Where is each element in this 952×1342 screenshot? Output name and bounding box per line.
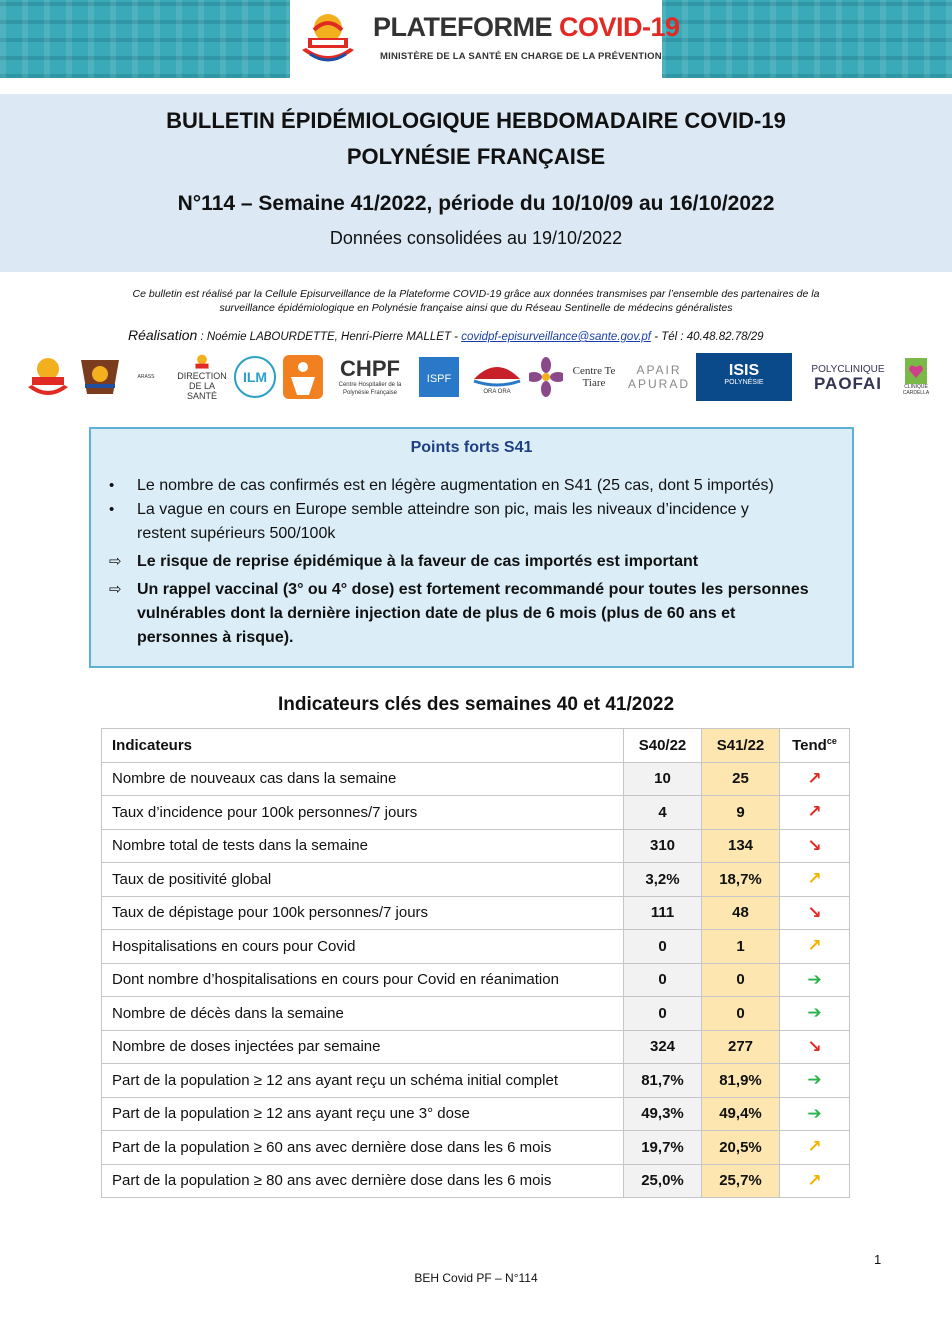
value-s41: 25,7% [702, 1164, 780, 1198]
value-s40: 111 [624, 896, 702, 930]
value-s41: 0 [702, 963, 780, 997]
trend-arrow-icon: ➔ [780, 963, 850, 997]
realisation-names: : Noémie LABOURDETTE, Henri-Pierre MALLET - [197, 331, 462, 343]
flower-logo [528, 353, 564, 401]
trend-arrow-icon: ➔ [780, 997, 850, 1031]
value-s41: 1 [702, 930, 780, 964]
page-number: 1 [874, 1252, 882, 1267]
bulletin-title: BULLETIN ÉPIDÉMIOLOGIQUE HEBDOMADAIRE COVID-19 [166, 108, 786, 133]
chpf-logo: CHPF Centre Hospitalier de la Polynésie Française [338, 356, 402, 396]
table-row [102, 896, 850, 930]
table-row [102, 930, 850, 964]
indicator-label: Nombre total de tests dans la semaine [102, 829, 624, 863]
key-point-2-line-1: La vague en cours en Europe semble atteindre son pic, mais les niveaux d’incidence y [137, 501, 749, 518]
value-s41: 48 [702, 896, 780, 930]
bulletin-consolidation-date: Données consolidées au 19/10/2022 [329, 228, 623, 248]
credits-line-2: surveillance épidémiologique en Polynésie française ainsi que du Réseau Sentinelle de médecins généralistes [219, 302, 733, 314]
table-row [102, 863, 850, 897]
svg-text:ISPF: ISPF [426, 373, 452, 385]
header-trend: Tend$^{ce}$ [780, 729, 850, 763]
value-s40: 25,0% [624, 1164, 702, 1198]
brand-title-covid: COVID-19 [559, 12, 680, 42]
indicator-label: Nombre de nouveaux cas dans la semaine [102, 762, 624, 796]
header-s40: S40/22 [624, 729, 702, 763]
value-s41: 9 [702, 796, 780, 830]
indicator-label: Dont nombre d’hospitalisations en cours pour Covid en réanimation [102, 963, 624, 997]
table-row [102, 963, 850, 997]
clinique-cardella-logo: CLINIQUE CARDELLA [898, 353, 934, 401]
value-s41: 25 [702, 762, 780, 796]
key-point-4-line-3: personnes à risque). [137, 629, 294, 646]
trend-arrow-icon: ↗ [780, 1131, 850, 1165]
value-s41: 18,7% [702, 863, 780, 897]
indicator-label: Part de la population ≥ 12 ans ayant reçu une 3° dose [102, 1097, 624, 1131]
brand-title-platform: PLATEFORME [373, 12, 552, 42]
brand-subtitle: MINISTÈRE DE LA SANTÉ EN CHARGE DE LA PRÉVENTION [380, 51, 662, 62]
trend-arrow-icon: ↘ [780, 829, 850, 863]
ora-ora-logo: ORA ORA [468, 353, 526, 401]
trend-arrow-icon: ➔ [780, 1097, 850, 1131]
indicator-label: Taux de positivité global [102, 863, 624, 897]
value-s40: 19,7% [624, 1131, 702, 1165]
value-s41: 49,4% [702, 1097, 780, 1131]
header-s41: S41/22 [702, 729, 780, 763]
value-s40: 0 [624, 963, 702, 997]
credits-line-1: Ce bulletin est réalisé par la Cellule Episurveillance de la Plateforme COVID-19 grâce aux données transmises par l’ensemble des partenaires de la [132, 288, 820, 300]
trend-arrow-icon: ↗ [780, 930, 850, 964]
realisation-label: Réalisation [128, 327, 198, 343]
key-point-2-line-2: restent supérieurs 500/100k [137, 525, 336, 542]
value-s40: 49,3% [624, 1097, 702, 1131]
indicator-label: Nombre de décès dans la semaine [102, 997, 624, 1031]
bulletin-title-block [0, 94, 952, 272]
trend-arrow-icon: ↗ [780, 796, 850, 830]
contact-phone: - Tél : 40.48.82.78/29 [651, 331, 764, 343]
contact-email-link[interactable]: covidpf-episurveillance@sante.gov.pf [461, 331, 651, 343]
value-s41: 81,9% [702, 1064, 780, 1098]
trend-arrow-icon: ↗ [780, 863, 850, 897]
value-s40: 310 [624, 829, 702, 863]
bullet-icon: • [109, 477, 115, 494]
value-s41: 0 [702, 997, 780, 1031]
credits-text [100, 287, 852, 315]
key-point-3: Le risque de reprise épidémique à la faveur de cas importés est important [137, 553, 699, 570]
key-point-4-line-1: Un rappel vaccinal (3° ou 4° dose) est fortement recommandé pour toutes les personnes [137, 581, 809, 598]
value-s40: 0 [624, 930, 702, 964]
trend-arrow-icon: ↗ [780, 1164, 850, 1198]
header-indicators: Indicateurs [102, 729, 624, 763]
indicator-label: Hospitalisations en cours pour Covid [102, 930, 624, 964]
value-s41: 20,5% [702, 1131, 780, 1165]
bullet-icon: • [109, 501, 115, 518]
polynesia-emblem-logo [296, 8, 360, 70]
arass-text-logo: ARASS [137, 374, 155, 380]
polynesia-emblem-small-logo [24, 353, 72, 401]
table-row [102, 796, 850, 830]
indicators-table-title: Indicateurs clés des semaines 40 et 41/2022 [277, 694, 675, 715]
trend-arrow-icon: ↘ [780, 1030, 850, 1064]
trend-arrow-icon: ↗ [780, 762, 850, 796]
page-footer: BEH Covid PF – N°114 [414, 1271, 538, 1285]
arrow-right-icon: ⇨ [109, 581, 122, 598]
table-row [102, 997, 850, 1031]
table-row [102, 1064, 850, 1098]
table-row [102, 829, 850, 863]
indicator-label: Part de la population ≥ 12 ans ayant reçu un schéma initial complet [102, 1064, 624, 1098]
value-s40: 81,7% [624, 1064, 702, 1098]
value-s40: 4 [624, 796, 702, 830]
brand-title [373, 12, 680, 43]
table-row [102, 762, 850, 796]
trend-arrow-icon: ↘ [780, 896, 850, 930]
value-s41: 134 [702, 829, 780, 863]
chpf-figure-icon [282, 353, 324, 401]
partner-logos [24, 353, 934, 403]
table-header-row [102, 729, 850, 763]
indicator-label: Part de la population ≥ 60 ans avec dernière dose dans les 6 mois [102, 1131, 624, 1165]
key-points-title: Points forts S41 [410, 439, 533, 456]
centre-te-tiare-logo: Centre Te Tiare [572, 365, 616, 389]
value-s40: 10 [624, 762, 702, 796]
isis-logo: ISIS POLYNÉSIE [696, 353, 792, 401]
table-row [102, 1030, 850, 1064]
indicator-label: Nombre de doses injectées par semaine [102, 1030, 624, 1064]
realisation-line [128, 327, 764, 343]
ilm-logo [232, 353, 278, 401]
table-row [102, 1097, 850, 1131]
table-row [102, 1164, 850, 1198]
indicator-label: Part de la population ≥ 80 ans avec dernière dose dans les 6 mois [102, 1164, 624, 1198]
indicator-label: Taux d’incidence pour 100k personnes/7 jours [102, 796, 624, 830]
apair-apurad-logo: APAIR APURAD [627, 363, 690, 391]
indicators-table [101, 728, 850, 1198]
key-point-1: Le nombre de cas confirmés est en légère augmentation en S41 (25 cas, dont 5 importés) [137, 477, 774, 494]
trend-arrow-icon: ➔ [780, 1064, 850, 1098]
table-row [102, 1131, 850, 1165]
indicator-label: Taux de dépistage pour 100k personnes/7 jours [102, 896, 624, 930]
value-s40: 3,2% [624, 863, 702, 897]
arass-logo [76, 353, 124, 401]
value-s41: 277 [702, 1030, 780, 1064]
polyclinique-paofai-logo: POLYCLINIQUE PAOFAI [811, 364, 885, 393]
key-points-box [89, 427, 854, 668]
bulletin-region: POLYNÉSIE FRANÇAISE [346, 144, 606, 169]
key-point-4-line-2: vulnérables dont la dernière injection date de plus de 6 mois (plus de 60 ans et [137, 605, 736, 622]
ispf-logo [418, 353, 460, 401]
svg-text:ILM: ILM [242, 369, 268, 385]
bulletin-issue: N°114 – Semaine 41/2022, période du 10/10/09 au 16/10/2022 [177, 192, 775, 215]
value-s40: 324 [624, 1030, 702, 1064]
value-s40: 0 [624, 997, 702, 1031]
arrow-right-icon: ⇨ [109, 553, 122, 570]
direction-sante-logo: DIRECTION DE LA SANTÉ [176, 353, 228, 401]
